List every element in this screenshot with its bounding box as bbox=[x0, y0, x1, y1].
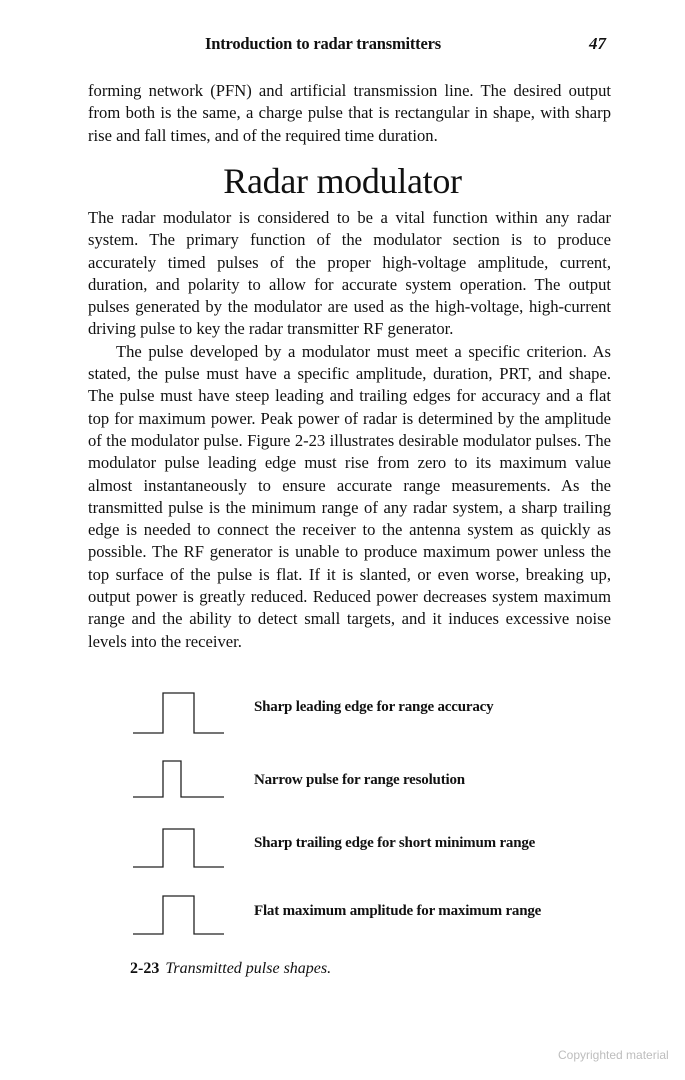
pulse-waveform-icon bbox=[133, 893, 233, 945]
section-title: Radar modulator bbox=[223, 161, 462, 201]
narrow-pulse-waveform-icon bbox=[133, 758, 233, 810]
figure-item-trailing-edge bbox=[130, 826, 610, 876]
body-paragraph-1: The radar modulator is considered to be a vital function within any radar system. The primary function of the modulator section is to produce accurately timed pulses of the proper high-voltage amplitude, current, duration, and polarity to allow for accurate system operation. The output pulses generated by the modulator are used as the high-voltage, high-current driving pulse to key the radar transmitter RF generator. bbox=[88, 208, 611, 339]
figure-item-leading-edge bbox=[130, 690, 610, 740]
figure-item-label: Flat maximum amplitude for maximum range bbox=[254, 903, 542, 919]
intro-paragraph: forming network (PFN) and artificial transmission line. The desired output from both is the same, a charge pulse that is rectangular in shape, with sharp rise and fall times, and of the required time duration. bbox=[88, 81, 611, 145]
pulse-waveform-icon bbox=[133, 826, 233, 878]
running-head: Introduction to radar transmitters bbox=[205, 34, 441, 53]
figure-item-label: Narrow pulse for range resolution bbox=[254, 772, 465, 788]
copyright-watermark: Copyrighted material bbox=[558, 1048, 669, 1062]
section-body bbox=[88, 207, 611, 653]
figure-number: 2-23 bbox=[130, 960, 160, 977]
figure-item-label: Sharp trailing edge for short minimum range bbox=[254, 835, 536, 851]
body-paragraph-2: The pulse developed by a modulator must meet a specific criterion. As stated, the pulse must have a specific amplitude, duration, PRT, and shape. The pulse must have steep leading and trailing edges for accuracy and a flat top for maximum power. Peak power of radar is determined by the amplitude of the modulator pulse. Figure 2-23 illustrates desirable modulator pulses. The modulator pulse leading edge must rise from zero to its maximum value almost instantaneously to ensure accurate range measurements. As the transmitted pulse is the minimum range of any radar system, a sharp trailing edge is needed to connect the receiver to the antenna system as quickly as possible. The RF generator is unable to produce maximum power unless the top surface of the pulse is flat. If it is slanted, or even worse, breaking up, output power is greatly reduced. Reduced power decreases system maximum range and the ability to detect small targets, and it induces excessive noise levels into the receiver. bbox=[88, 341, 611, 651]
figure-item-flat-amplitude bbox=[130, 893, 610, 943]
pulse-waveform-icon bbox=[133, 690, 233, 742]
figure-caption bbox=[130, 960, 331, 978]
page-header bbox=[0, 34, 685, 58]
figure-item-narrow-pulse bbox=[130, 758, 610, 808]
figure-caption-text: Transmitted pulse shapes. bbox=[165, 960, 332, 977]
page-number: 47 bbox=[589, 34, 606, 53]
figure-item-label: Sharp leading edge for range accuracy bbox=[254, 699, 494, 715]
